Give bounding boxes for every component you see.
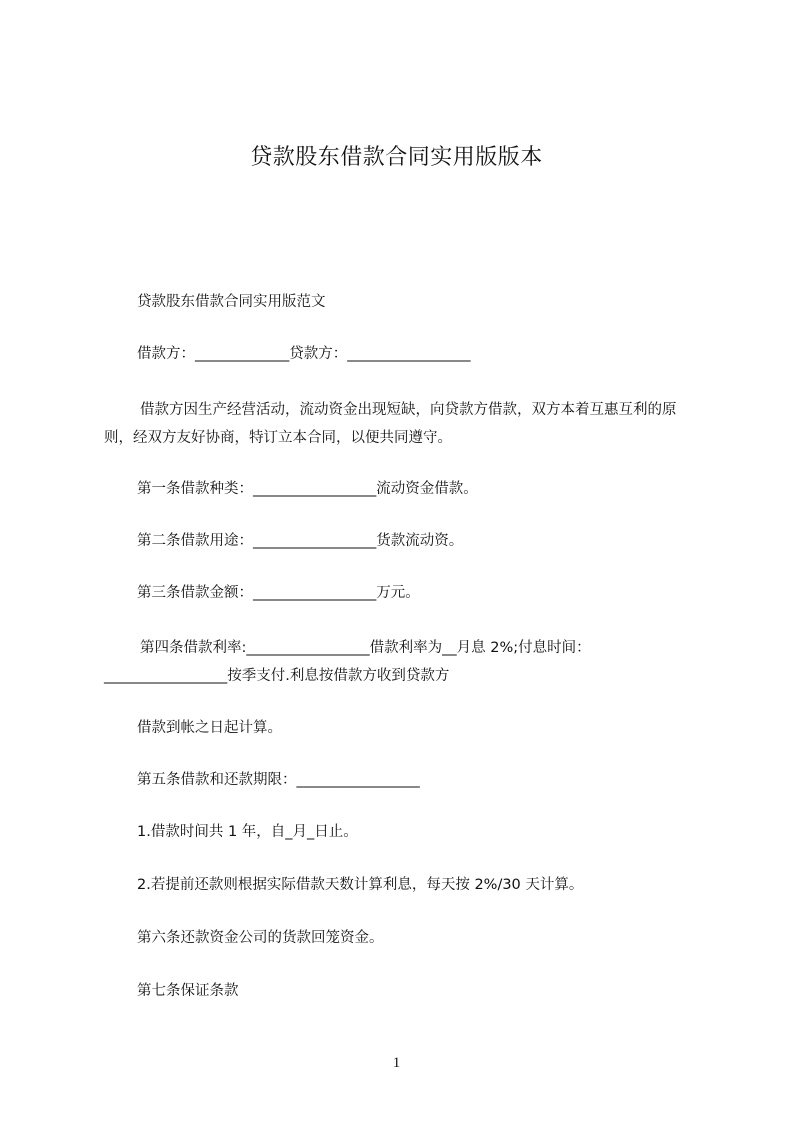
clause-4-continuation: 借款到帐之日起计算。: [137, 720, 282, 736]
clause-2: 第二条借款用途：_________________货款流动资。: [137, 533, 464, 549]
clause-4: [104, 634, 704, 690]
paragraph-purpose-text: 借款方因生产经营活动，流动资金出现短缺，向贷款方借款，双方本着互惠互利的原则，经双方友好协商，特订立本合同，以便共同遵守。: [104, 402, 677, 446]
paragraph-intro: 贷款股东借款合同实用版范文: [137, 294, 326, 310]
clause-1: 第一条借款种类：_________________流动资金借款。: [137, 481, 478, 497]
clause-5: 第五条借款和还款期限：_________________: [137, 772, 420, 788]
clause-3: 第三条借款金额：_________________万元。: [137, 585, 420, 601]
paragraph-parties: 借款方：_____________贷款方：_________________: [137, 346, 471, 362]
clause-4-text: 第四条借款利率:_________________借款利率为__月息 2%;付息时间：_________________按季支付.利息按借款方收到贷款方: [104, 640, 591, 684]
document-title: 贷款股东借款合同实用版版本: [250, 145, 543, 170]
clause-5-item-2: 2.若提前还款则根据实际借款天数计算利息，每天按 2%/30 天计算。: [137, 877, 584, 893]
paragraph-purpose: [104, 396, 704, 452]
page-number: 1: [392, 1055, 401, 1071]
clause-6: 第六条还款资金公司的货款回笼资金。: [137, 930, 384, 946]
clause-7: 第七条保证条款: [137, 983, 239, 999]
clause-5-item-1: 1.借款时间共 1 年，自_月_日止。: [137, 824, 358, 840]
